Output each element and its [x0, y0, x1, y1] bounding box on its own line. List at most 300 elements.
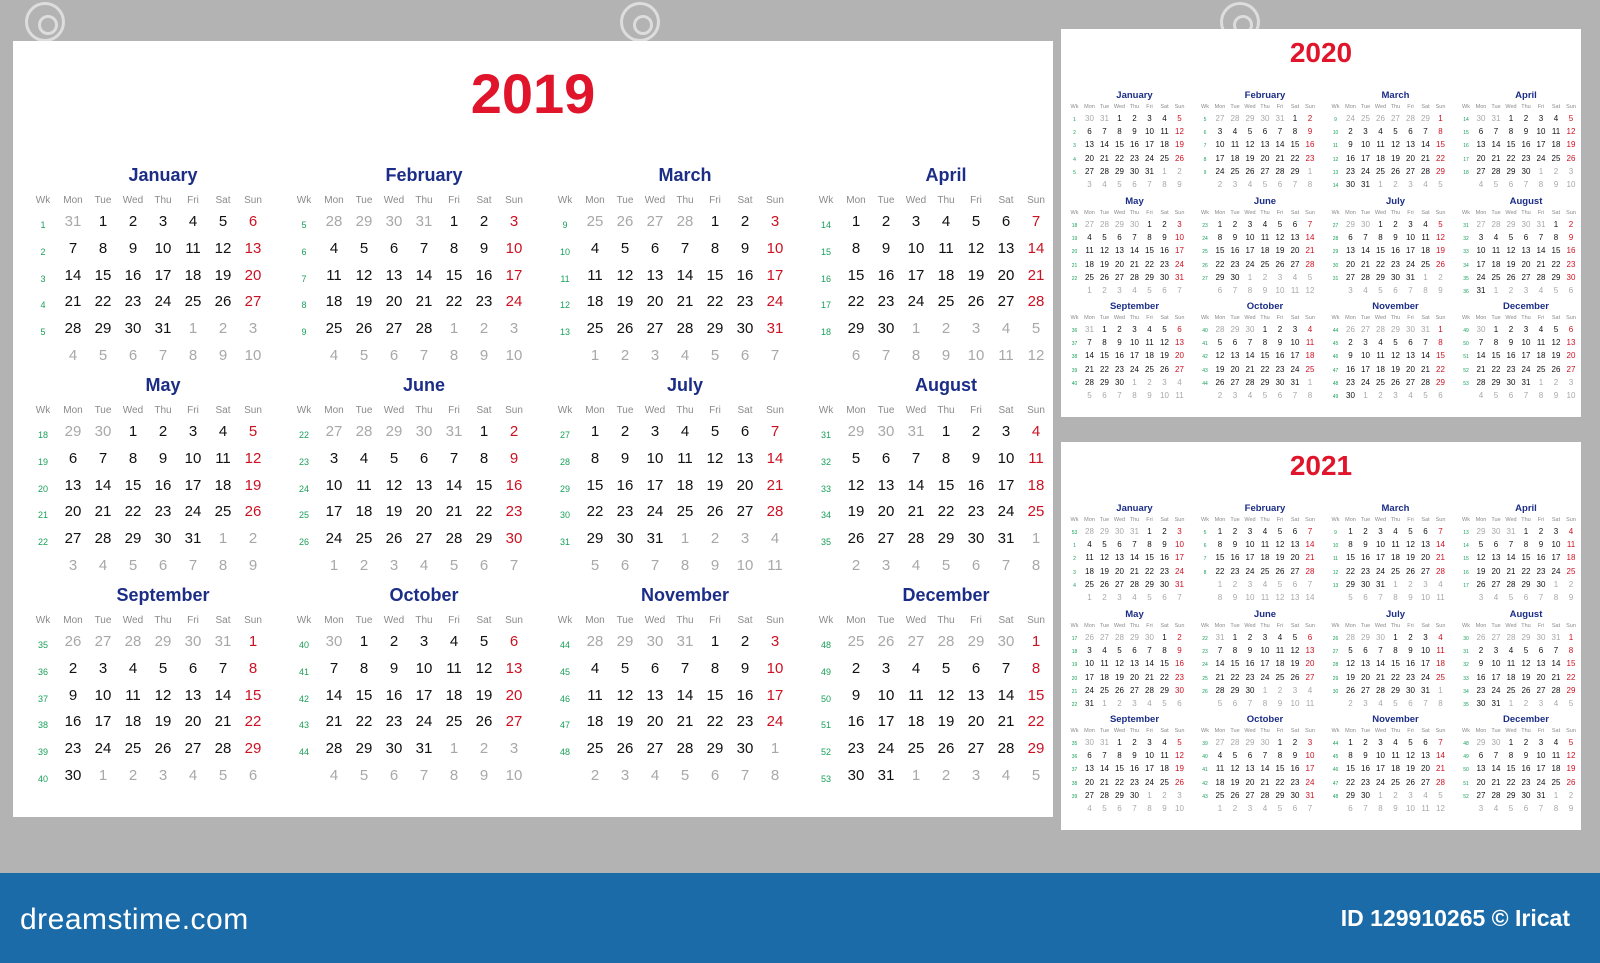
day-number: 25	[1160, 777, 1169, 787]
day-number: 20	[184, 713, 202, 731]
day-number: 15	[1346, 553, 1355, 563]
day-number: 29	[244, 740, 262, 758]
day-number: 6	[1292, 527, 1298, 536]
day-number: 21	[1491, 777, 1501, 787]
day-number: 13	[1115, 553, 1124, 563]
day-number: 31	[154, 320, 172, 338]
day-number: 22	[124, 503, 142, 521]
weekday-header: Fri	[1276, 315, 1284, 321]
day-number: 7	[419, 767, 429, 784]
day-number: 7	[1132, 804, 1137, 813]
day-number: 29	[847, 423, 865, 440]
weekday-header: Wk	[1201, 728, 1209, 734]
weekday-header: Sat	[1290, 623, 1300, 629]
day-number: 27	[1391, 114, 1400, 123]
day-number: 23	[1175, 672, 1184, 682]
day-number: 28	[1275, 166, 1285, 176]
day-number: 1	[1232, 633, 1238, 642]
day-number: 13	[1130, 659, 1139, 669]
weekday-header: Fri	[1407, 623, 1414, 629]
day-number: 3	[1262, 633, 1268, 642]
week-number: 14	[1463, 543, 1469, 550]
day-number: 13	[184, 686, 202, 704]
day-number: 3	[248, 320, 258, 338]
day-number: 28	[1100, 220, 1109, 229]
day-number: 31	[997, 530, 1015, 548]
day-number: 7	[1247, 699, 1253, 708]
weekday-header: Tue	[1230, 210, 1240, 216]
day-number: 8	[1217, 540, 1223, 550]
day-number: 31	[1491, 699, 1501, 708]
day-number: 16	[877, 266, 895, 284]
month-name: October	[389, 585, 459, 605]
weekday-header: Tue	[1230, 728, 1240, 734]
weekday-header: Sat	[476, 405, 492, 416]
day-number: 9	[1162, 540, 1167, 550]
day-number: 31	[1476, 286, 1486, 295]
weekday-header: Fri	[1407, 104, 1414, 110]
weekday-header: Thu	[1521, 623, 1531, 629]
day-number: 15	[94, 266, 112, 284]
day-number: 14	[1421, 351, 1430, 361]
weekday-header: Sun	[1566, 104, 1576, 110]
month-block	[1328, 609, 1448, 712]
day-number: 21	[1100, 777, 1109, 787]
day-number: 20	[1361, 672, 1370, 682]
day-number: 25	[907, 740, 925, 758]
day-number: 22	[1230, 672, 1240, 682]
day-number: 25	[1260, 259, 1270, 269]
day-number: 4	[1247, 391, 1253, 400]
weekday-header: Sun	[1305, 104, 1315, 110]
day-number: 6	[1292, 579, 1298, 589]
weekday-header: Thu	[1521, 517, 1531, 523]
day-number: 13	[1230, 351, 1240, 361]
day-number: 8	[1292, 127, 1298, 137]
day-number: 23	[385, 713, 403, 731]
day-number: 14	[1215, 659, 1225, 669]
day-number: 13	[244, 239, 262, 257]
day-number: 12	[1275, 593, 1285, 602]
day-number: 22	[1145, 259, 1154, 269]
week-number: 40	[1202, 754, 1208, 761]
watermark-icon	[25, 2, 65, 42]
weekday-header: Mon	[1084, 315, 1095, 321]
weekday-header: Thu	[1260, 315, 1270, 321]
weekday-header: Fri	[448, 615, 460, 626]
day-number: 12	[1100, 553, 1109, 563]
week-number: 8	[1203, 569, 1207, 576]
weekday-header: Thu	[1129, 623, 1140, 629]
day-number: 4	[590, 659, 600, 677]
day-number: 2	[1568, 220, 1574, 229]
day-number: 21	[1436, 553, 1445, 563]
day-number: 7	[1177, 286, 1182, 295]
day-number: 10	[1245, 593, 1255, 602]
day-number: 14	[1421, 140, 1430, 150]
day-number: 14	[64, 266, 82, 284]
week-number: 52	[820, 747, 831, 758]
week-number: 25	[1202, 675, 1208, 682]
day-number: 19	[1346, 672, 1355, 682]
day-number: 26	[1391, 377, 1400, 387]
week-number: 3	[40, 273, 46, 284]
day-number: 11	[446, 659, 462, 677]
day-number: 23	[1130, 777, 1139, 787]
day-number: 3	[1423, 633, 1428, 642]
month-block	[1067, 196, 1187, 299]
day-number: 11	[767, 557, 783, 574]
day-number: 6	[971, 659, 981, 677]
day-number: 30	[1275, 377, 1285, 387]
day-number: 28	[676, 320, 694, 338]
day-number: 17	[1260, 659, 1270, 669]
day-number: 24	[766, 713, 784, 731]
day-number: 3	[1568, 377, 1574, 387]
week-number: 6	[301, 246, 307, 257]
week-number: 49	[1463, 754, 1469, 761]
day-number: 25	[1436, 672, 1445, 682]
day-number: 8	[449, 767, 459, 784]
day-number: 1	[1438, 325, 1443, 334]
day-number: 12	[1436, 804, 1445, 813]
month-block	[1328, 90, 1448, 193]
day-number: 14	[94, 476, 112, 494]
day-number: 7	[1538, 233, 1544, 243]
day-number: 30	[736, 740, 754, 758]
day-number: 1	[98, 767, 108, 784]
day-number: 5	[1147, 593, 1152, 602]
day-number: 29	[1436, 377, 1445, 387]
day-number: 8	[1132, 391, 1137, 400]
weekday-header: Wk	[1070, 315, 1079, 321]
day-number: 15	[937, 476, 955, 494]
day-number: 21	[1305, 553, 1315, 563]
day-number: 2	[1363, 738, 1368, 747]
day-number: 18	[1376, 153, 1385, 163]
weekday-header: Wed	[1374, 104, 1387, 110]
day-number: 3	[620, 767, 630, 784]
weekday-header: Fri	[970, 405, 982, 416]
day-number: 11	[215, 449, 231, 467]
day-number: 3	[1408, 180, 1413, 189]
day-number: 14	[1100, 140, 1109, 150]
day-number: 9	[1393, 233, 1398, 243]
day-number: 1	[1378, 790, 1383, 800]
site-logo[interactable]: dreamstime.com	[20, 903, 249, 936]
day-number: 7	[1423, 127, 1428, 137]
week-number: 24	[1202, 662, 1208, 669]
weekday-header: Wk	[296, 615, 312, 626]
day-number: 30	[1521, 220, 1531, 229]
day-number: 25	[1421, 259, 1430, 269]
day-number: 13	[1290, 233, 1300, 243]
day-number: 2	[479, 740, 489, 758]
day-number: 6	[1247, 751, 1253, 761]
day-number: 5	[941, 659, 951, 677]
day-number: 26	[475, 713, 493, 731]
day-number: 30	[1245, 325, 1255, 334]
day-number: 25	[214, 503, 232, 521]
day-number: 19	[1275, 246, 1285, 256]
day-number: 10	[1175, 233, 1184, 243]
day-number: 28	[1491, 166, 1501, 176]
day-number: 13	[997, 239, 1015, 257]
day-number: 16	[1346, 364, 1355, 374]
week-number: 37	[1071, 767, 1078, 774]
day-number: 22	[1100, 364, 1109, 374]
day-number: 13	[1290, 593, 1300, 602]
weekday-header: Thu	[415, 195, 433, 206]
day-number: 10	[1521, 338, 1531, 348]
day-number: 3	[419, 633, 429, 650]
day-number: 30	[124, 320, 142, 338]
day-number: 23	[1346, 166, 1355, 176]
day-number: 9	[1147, 391, 1152, 400]
weekday-header: Wk	[1331, 728, 1340, 734]
week-number: 41	[1202, 341, 1208, 348]
week-number: 29	[1332, 675, 1339, 682]
weekday-header: Fri	[1276, 623, 1284, 629]
weekday-header: Mon	[1475, 728, 1487, 734]
month-block	[28, 585, 268, 794]
weekday-header: Wed	[644, 405, 666, 416]
week-number: 27	[559, 430, 570, 440]
day-number: 13	[1245, 764, 1255, 774]
weekday-header: Fri	[1407, 210, 1414, 216]
weekday-header: Sun	[244, 615, 262, 626]
day-number: 24	[1145, 153, 1154, 163]
day-number: 6	[1508, 391, 1514, 400]
day-number: 8	[1378, 233, 1383, 243]
day-number: 7	[1307, 804, 1313, 813]
weekday-header: Fri	[709, 615, 721, 626]
weekday-header: Thu	[1521, 104, 1531, 110]
day-number: 8	[1262, 338, 1268, 348]
day-number: 1	[128, 423, 138, 440]
day-number: 25	[1506, 685, 1516, 695]
day-number: 27	[877, 530, 895, 548]
day-number: 24	[1085, 685, 1094, 695]
day-number: 4	[1493, 593, 1499, 602]
day-number: 13	[1361, 659, 1370, 669]
day-number: 19	[385, 503, 403, 521]
weekday-header: Fri	[187, 195, 199, 206]
day-number: 7	[419, 347, 429, 364]
day-number: 2	[1277, 325, 1283, 334]
day-number: 14	[1305, 540, 1315, 550]
day-number: 7	[911, 449, 921, 467]
day-number: 25	[1376, 377, 1385, 387]
day-number: 22	[1436, 364, 1445, 374]
day-number: 16	[1361, 764, 1370, 774]
weekday-header: Mon	[1475, 315, 1487, 321]
week-number: 45	[1332, 754, 1339, 761]
day-number: 6	[419, 449, 429, 467]
day-number: 31	[1085, 699, 1094, 708]
day-number: 5	[1438, 220, 1443, 229]
weekday-header: Thu	[1129, 728, 1140, 734]
month-block	[289, 165, 529, 374]
month-block	[1067, 609, 1187, 712]
day-number: 27	[1421, 777, 1430, 787]
day-number: 8	[710, 239, 720, 257]
week-number: 22	[1071, 275, 1078, 282]
month-name: July	[666, 375, 704, 395]
day-number: 9	[971, 449, 981, 467]
day-number: 14	[1245, 351, 1255, 361]
day-number: 12	[616, 686, 634, 704]
day-number: 27	[64, 530, 82, 548]
day-number: 17	[1491, 672, 1501, 682]
day-number: 6	[1408, 127, 1413, 137]
week-number: 20	[37, 483, 48, 494]
day-number: 10	[1476, 246, 1486, 256]
day-number: 31	[1100, 738, 1109, 747]
week-number: 5	[1073, 169, 1076, 176]
day-number: 6	[710, 767, 720, 784]
day-number: 7	[1307, 220, 1313, 229]
day-number: 1	[911, 767, 921, 784]
weekday-header: Sun	[766, 195, 784, 206]
day-number: 27	[1566, 364, 1576, 374]
day-number: 5	[1307, 272, 1313, 282]
day-number: 16	[967, 476, 985, 494]
day-number: 6	[1177, 699, 1182, 708]
weekday-header: Tue	[1099, 104, 1110, 110]
day-number: 30	[1085, 114, 1094, 123]
weekday-header: Mon	[1345, 104, 1356, 110]
weekday-header: Sun	[244, 195, 262, 206]
weekday-header: Thu	[154, 405, 172, 416]
day-number: 1	[1553, 790, 1559, 800]
day-number: 5	[1247, 127, 1253, 137]
week-number: 51	[1463, 780, 1469, 787]
week-number: 16	[1463, 569, 1469, 576]
day-number: 5	[1523, 646, 1529, 656]
day-number: 4	[1262, 220, 1268, 229]
weekday-header: Wk	[35, 195, 51, 206]
day-number: 13	[505, 659, 523, 677]
day-number: 16	[1230, 553, 1240, 563]
weekday-header: Fri	[1146, 517, 1153, 523]
day-number: 19	[967, 266, 985, 284]
day-number: 19	[1290, 659, 1300, 669]
day-number: 29	[1391, 685, 1400, 695]
weekday-header: Sat	[1160, 623, 1169, 629]
day-number: 16	[1566, 246, 1576, 256]
weekday-header: Sun	[1435, 623, 1446, 629]
day-number: 17	[94, 713, 112, 731]
day-number: 5	[479, 633, 489, 650]
day-number: 17	[766, 266, 784, 284]
day-number: 29	[586, 530, 604, 548]
day-number: 7	[1232, 286, 1238, 295]
day-number: 2	[1523, 114, 1529, 123]
day-number: 13	[1175, 338, 1184, 348]
day-number: 27	[1215, 738, 1225, 747]
day-number: 25	[1275, 672, 1285, 682]
day-number: 1	[1348, 527, 1353, 536]
day-number: 11	[1290, 286, 1300, 295]
day-number: 8	[1538, 180, 1544, 189]
day-number: 26	[1476, 579, 1486, 589]
week-number: 10	[559, 246, 570, 257]
day-number: 21	[1130, 566, 1139, 576]
day-number: 28	[1130, 579, 1139, 589]
day-number: 10	[766, 659, 784, 677]
week-number: 39	[1071, 793, 1078, 800]
day-number: 3	[1363, 127, 1368, 137]
day-number: 4	[1001, 767, 1011, 784]
weekday-header: Wk	[1201, 210, 1209, 216]
day-number: 26	[1346, 685, 1355, 695]
day-number: 2	[971, 423, 981, 440]
day-number: 30	[1491, 738, 1501, 747]
day-number: 9	[1408, 646, 1413, 656]
day-number: 25	[1260, 566, 1270, 576]
week-number: 21	[1071, 688, 1078, 695]
day-number: 18	[1160, 764, 1169, 774]
day-number: 6	[1277, 180, 1283, 189]
day-number: 28	[1376, 685, 1385, 695]
day-number: 11	[1230, 140, 1240, 150]
weekday-header: Wed	[1374, 315, 1387, 321]
day-number: 9	[389, 659, 399, 677]
day-number: 18	[184, 266, 202, 284]
weekday-header: Thu	[1129, 210, 1140, 216]
day-number: 23	[736, 713, 754, 731]
month-name: February	[1244, 503, 1286, 514]
week-number: 31	[820, 430, 831, 440]
month-name: November	[640, 585, 730, 605]
day-number: 16	[1175, 659, 1184, 669]
day-number: 4	[1262, 579, 1268, 589]
day-number: 25	[586, 213, 604, 230]
day-number: 5	[1423, 391, 1428, 400]
weekday-header: Tue	[1491, 517, 1501, 523]
month-block	[550, 165, 790, 374]
day-number: 7	[1508, 540, 1514, 550]
day-number: 4	[1277, 633, 1283, 642]
weekday-header: Mon	[1475, 623, 1487, 629]
day-number: 4	[1087, 540, 1092, 550]
day-number: 9	[128, 239, 138, 257]
day-number: 4	[1001, 320, 1011, 338]
day-number: 2	[1117, 699, 1122, 708]
day-number: 12	[1100, 246, 1109, 256]
week-number: 40	[37, 774, 48, 784]
day-number: 3	[1393, 391, 1398, 400]
day-number: 21	[214, 713, 232, 731]
day-number: 28	[676, 213, 694, 230]
day-number: 5	[1568, 738, 1574, 747]
day-number: 7	[1277, 127, 1283, 137]
weekday-header: Wk	[1070, 210, 1079, 216]
weekday-header: Tue	[1230, 517, 1240, 523]
weekday-header: Thu	[1390, 104, 1401, 110]
day-number: 6	[650, 239, 660, 257]
week-number: 15	[820, 246, 831, 257]
day-number: 23	[1245, 672, 1255, 682]
day-number: 3	[1307, 738, 1313, 747]
day-number: 29	[355, 740, 373, 758]
day-number: 8	[1262, 699, 1268, 708]
day-number: 8	[1553, 233, 1559, 243]
day-number: 6	[1478, 127, 1484, 137]
day-number: 2	[851, 557, 861, 574]
day-number: 2	[479, 213, 489, 230]
